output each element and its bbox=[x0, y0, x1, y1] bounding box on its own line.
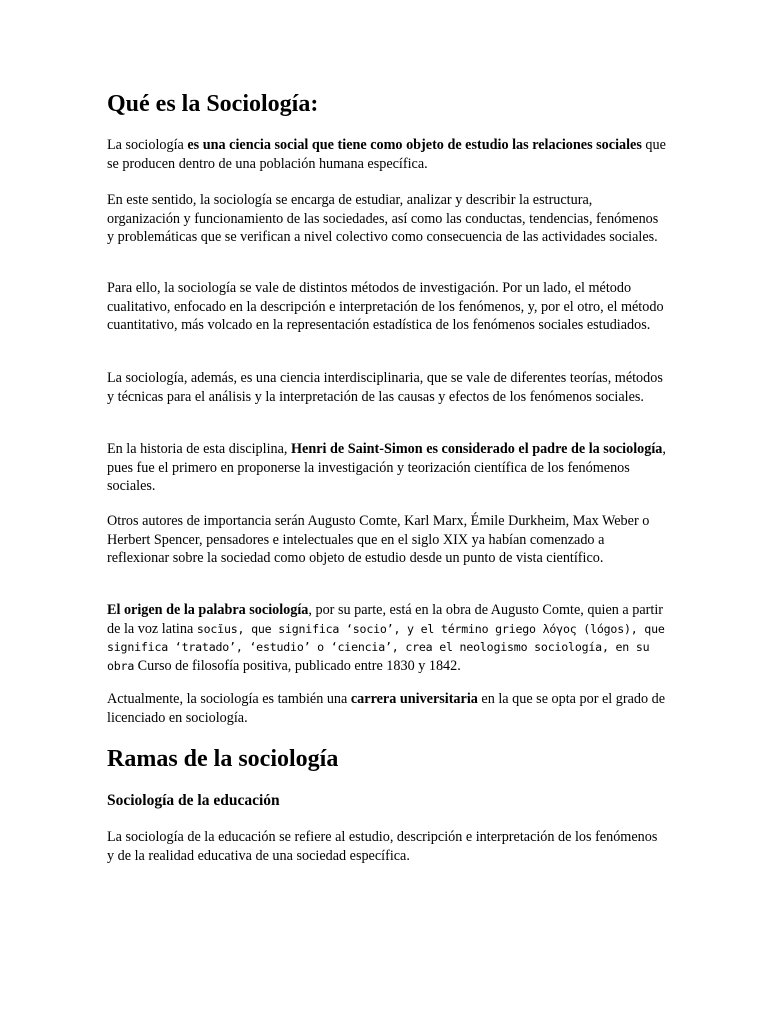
text-span: , pues fue el primero en proponerse la investigación y teorización científica de los fenómenos sociales. bbox=[107, 441, 666, 494]
paragraph-methods: Para ello, la sociología se vale de distintos métodos de investigación. Por un lado, el método cualitativo, enfocado en la descripción e interpretación de los fenómenos, y, por el otro, el método cuantitativo, más volcado en la representación estadística de los fenómenos sociales estudiados. bbox=[107, 280, 664, 333]
bold-text: es una ciencia social que tiene como objeto de estudio las relaciones sociales bbox=[187, 137, 642, 153]
text-span: Actualmente, la sociología es también una bbox=[107, 691, 351, 707]
text-span: La sociología bbox=[107, 137, 188, 153]
text-span: En la historia de esta disciplina, bbox=[107, 441, 291, 457]
paragraph-career bbox=[107, 690, 667, 727]
paragraph-history bbox=[107, 440, 667, 496]
text-span: , por su parte, está en la obra de Augusto Comte, quien a partir de la voz latina bbox=[107, 602, 663, 637]
paragraph-definition bbox=[107, 136, 667, 173]
mono-text-span: socĭus, que significa ‘socio’, y el término griego λόγος (lógos), que significa ‘tratado’, ‘estudio’ o ‘ciencia’, crea el neologismo sociología, en su obra bbox=[107, 621, 665, 673]
paragraph-interdisciplinary: La sociología, además, es una ciencia interdisciplinaria, que se vale de diferentes teorías, métodos y técnicas para el análisis y la interpretación de las causas y efectos de los fenómenos sociales. bbox=[107, 370, 663, 405]
paragraph-authors: Otros autores de importancia serán Augusto Comte, Karl Marx, Émile Durkheim, Max Weber o Herbert Spencer, pensadores e intelectuales que en el siglo XIX ya habían comenzado a reflexionar sobre la sociedad como objeto de estudio desde un punto de vista científico. bbox=[107, 513, 650, 566]
paragraph-education: La sociología de la educación se refiere al estudio, descripción e interpretación de los fenómenos y de la realidad educativa de una sociedad específica. bbox=[107, 829, 658, 864]
paragraph-origin bbox=[107, 601, 667, 675]
text-span: que se producen dentro de una población humana específica. bbox=[107, 137, 666, 172]
text-span: en la que se opta por el grado de licenciado en sociología. bbox=[107, 691, 666, 726]
bold-text: carrera universitaria bbox=[350, 691, 478, 707]
subsection-heading-educacion: Sociología de la educación bbox=[107, 792, 280, 809]
paragraph-scope: En este sentido, la sociología se encarga de estudiar, analizar y describir la estructura, organización y funcionamiento de las sociedades, así como las conductas, tendencias, fenómenos y problemáticas que se verifican a nivel colectivo como consecuencia de las actividades sociales. bbox=[107, 192, 659, 245]
bold-text: Henri de Saint-Simon es considerado el padre de la sociología bbox=[291, 441, 663, 457]
text-span: Curso de filosofía positiva, publicado entre 1830 y 1842. bbox=[134, 657, 461, 674]
page-title: Qué es la Sociología: bbox=[107, 91, 319, 117]
section-heading-ramas: Ramas de la sociología bbox=[107, 746, 339, 772]
bold-text: El origen de la palabra sociología bbox=[107, 602, 309, 618]
